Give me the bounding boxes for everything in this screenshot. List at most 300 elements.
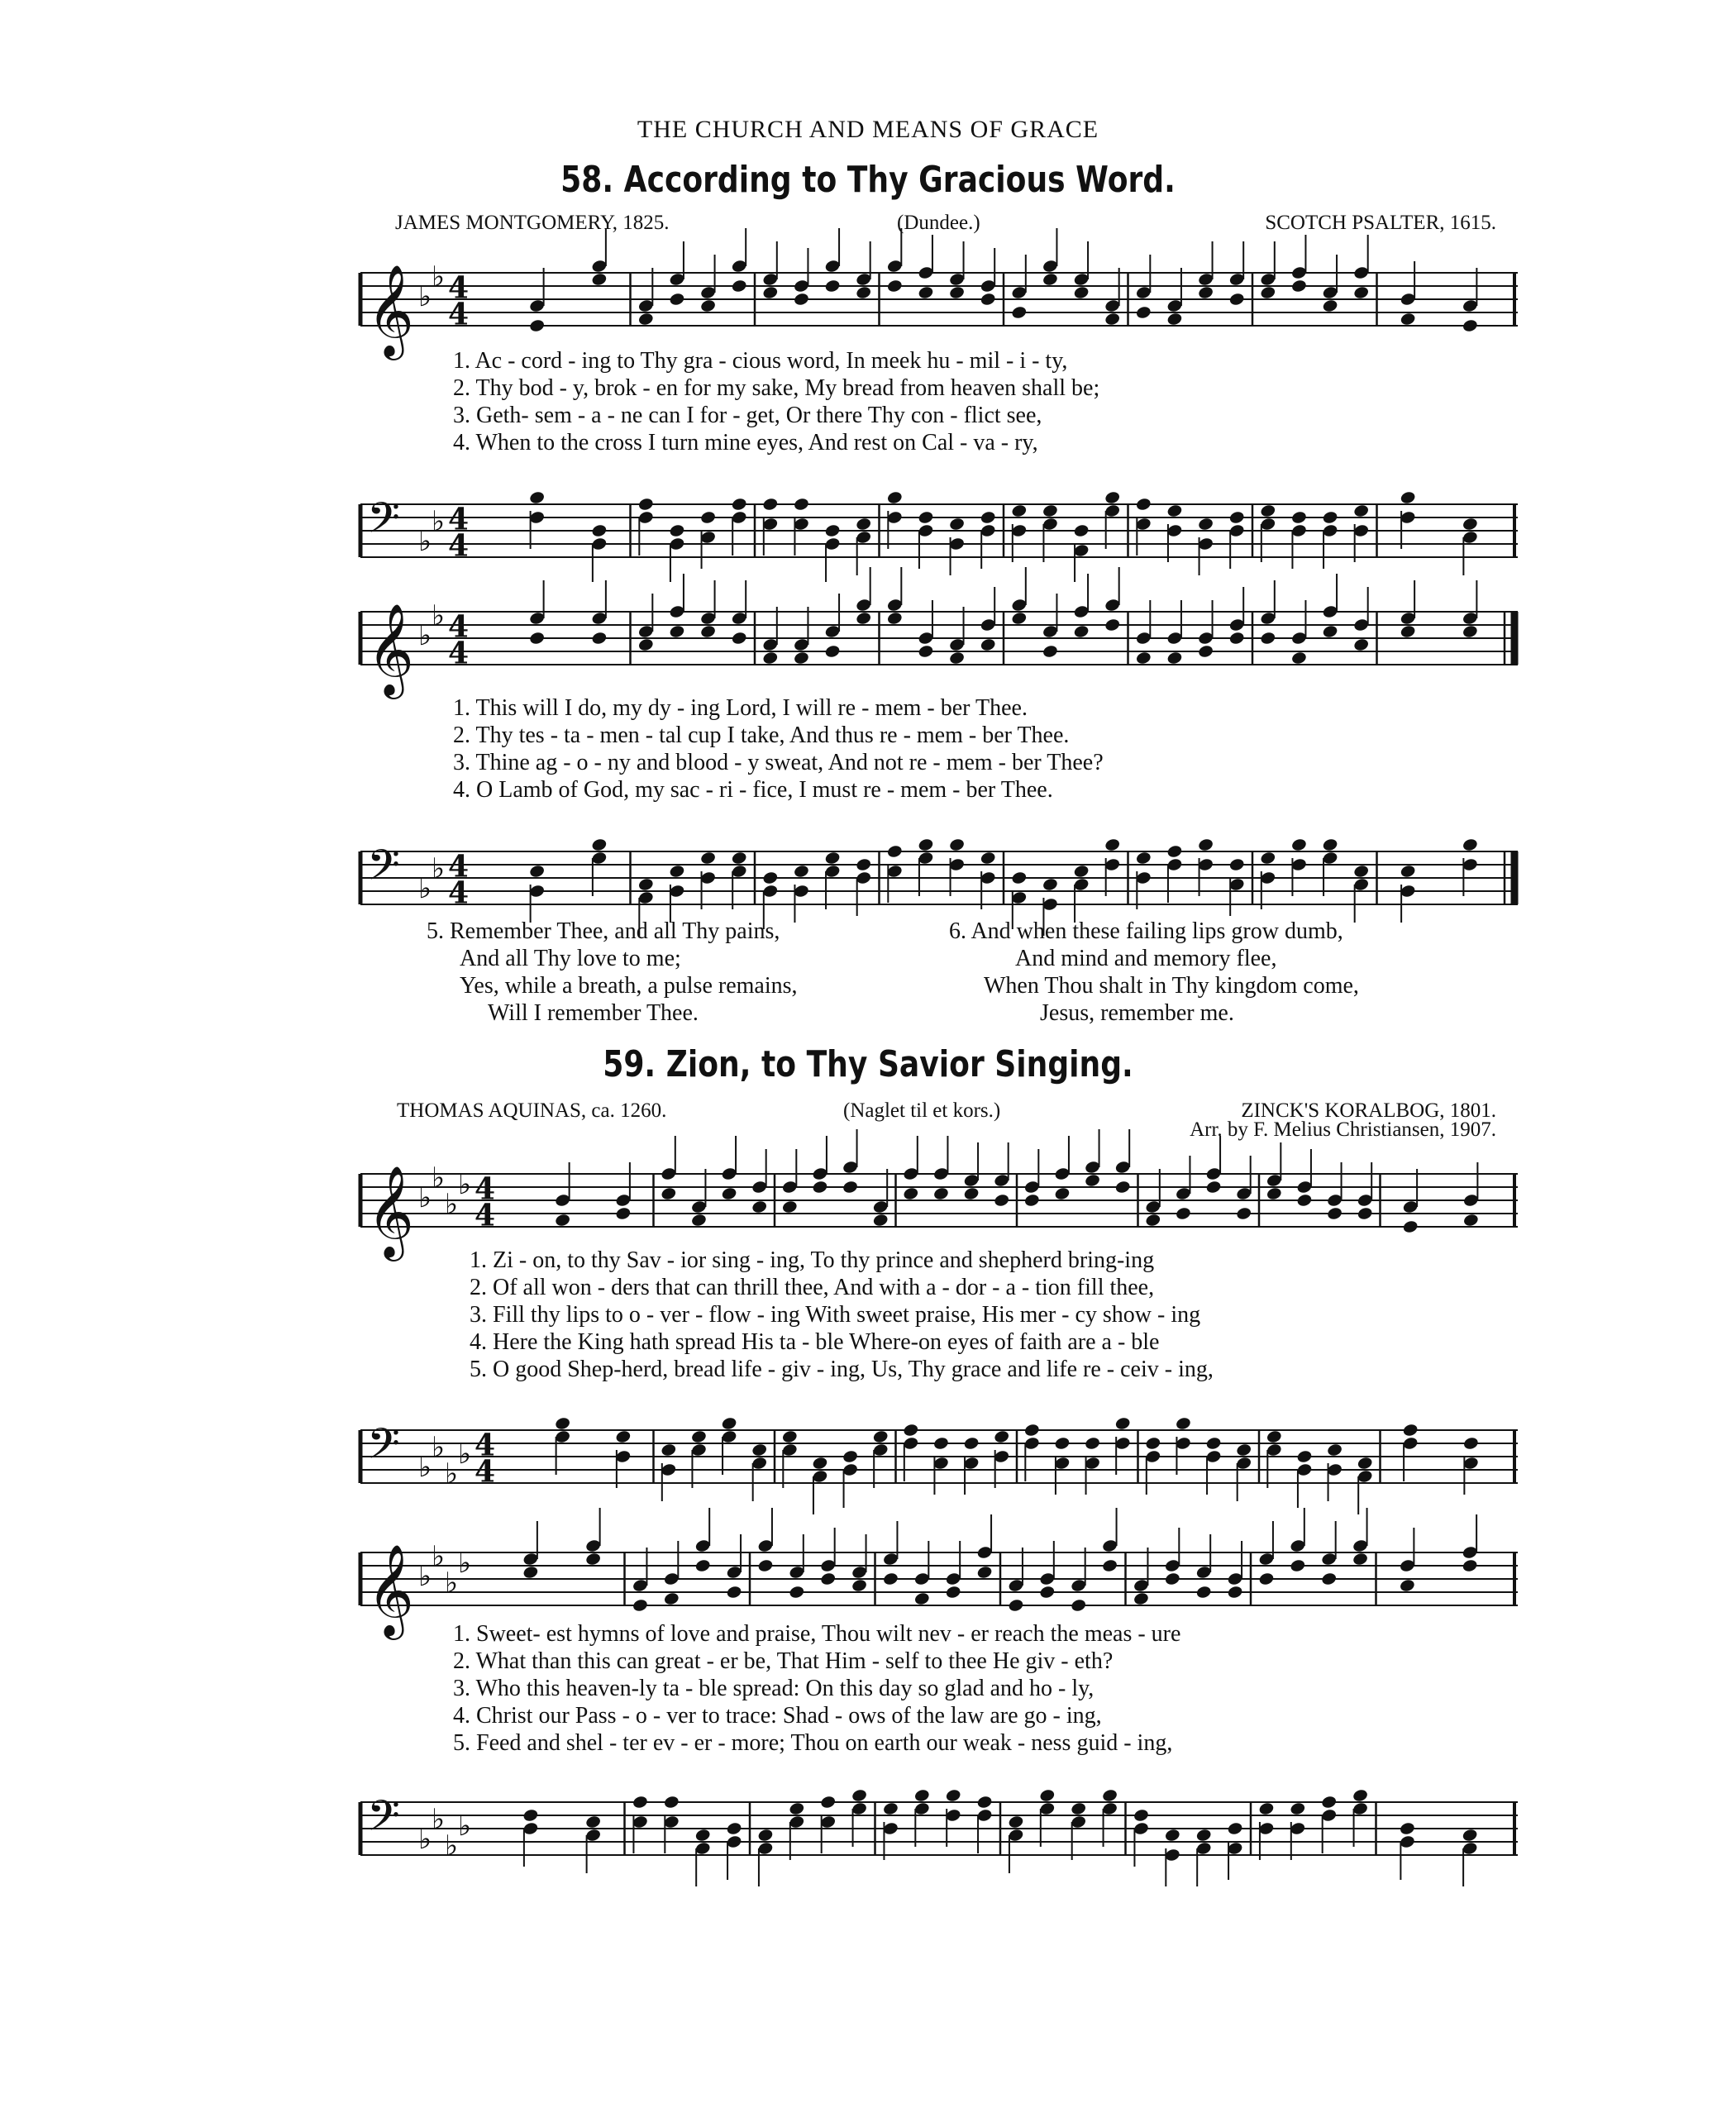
note-head (721, 1416, 737, 1431)
note-head (1290, 651, 1307, 665)
note-head (993, 1193, 1009, 1208)
note-head (1258, 1571, 1275, 1586)
note-head (1011, 305, 1028, 320)
note-head (731, 279, 747, 293)
note-head (1260, 285, 1276, 300)
hymn-tune: (Dundee.) (897, 212, 980, 234)
note-head (632, 1598, 648, 1613)
flat-sign-icon: ♭ (418, 1451, 432, 1484)
flat-sign-icon: ♭ (432, 599, 446, 632)
note-head (1462, 624, 1478, 639)
note-head (1135, 305, 1152, 320)
note-head (1166, 651, 1183, 665)
flat-sign-icon: ♭ (432, 1431, 446, 1464)
time-signature: 4 (475, 1454, 496, 1490)
stanza-line: Will I remember Thee. (488, 1000, 699, 1026)
note-head (637, 877, 654, 892)
note-head (1400, 624, 1416, 639)
note-head (1322, 624, 1338, 639)
note-head (1011, 611, 1028, 626)
time-signature: 4 (448, 609, 470, 645)
note-head (1228, 631, 1245, 646)
note-head (980, 851, 996, 866)
note-head (528, 318, 545, 333)
note-head (1073, 864, 1090, 879)
note-head (615, 1429, 632, 1444)
note-head (528, 864, 545, 879)
note-head (1352, 1552, 1368, 1567)
note-head (731, 631, 747, 646)
note-head (948, 285, 965, 300)
note-head (522, 1565, 539, 1580)
note-head (731, 497, 747, 512)
note-head (980, 292, 996, 307)
note-head (1135, 851, 1152, 866)
note-head (781, 1429, 798, 1444)
stanza-line: And mind and memory flee, (1015, 946, 1277, 971)
note-head (1402, 1423, 1419, 1438)
lyric-block (453, 347, 1099, 456)
note-head (1135, 651, 1152, 665)
flat-sign-icon: ♭ (418, 280, 432, 313)
hymn-author: THOMAS AQUINAS, ca. 1260. (397, 1099, 667, 1122)
stanza-line: 5. Remember Thee, and all Thy pains, (427, 918, 780, 944)
note-head (918, 510, 934, 525)
note-head (932, 1186, 949, 1201)
lyric-line: 1. This will I do, my dy - ing Lord, I will re - mem - ber Thee. (453, 695, 1028, 721)
note-head (699, 624, 716, 639)
note-head (1462, 837, 1478, 852)
note-head (1042, 644, 1058, 659)
note-head (1197, 837, 1214, 852)
lyric-line: 2. Of all won - ders that can thrill thee, And with a - dor - a - tion fill thee, (470, 1275, 1155, 1300)
note-head (1462, 517, 1478, 532)
time-signature: 4 (475, 1428, 496, 1463)
note-head (554, 1213, 570, 1228)
note-head (1054, 1436, 1071, 1451)
time-signature: 4 (448, 502, 470, 537)
note-head (824, 644, 841, 659)
note-head (1133, 1808, 1149, 1823)
note-head (1166, 503, 1183, 518)
note-head (976, 1795, 993, 1810)
note-head (1235, 1206, 1252, 1221)
note-head (731, 851, 747, 866)
note-head (762, 285, 779, 300)
note-head (699, 298, 716, 313)
note-head (1322, 510, 1338, 525)
flat-sign-icon: ♭ (418, 1560, 432, 1593)
note-head (591, 272, 608, 287)
note-head (980, 510, 996, 525)
note-head (789, 1801, 805, 1816)
note-head (1326, 1443, 1343, 1457)
stanza-line: 6. And when these failing lips grow dumb, (949, 918, 1343, 944)
bass-clef-icon: 𝄢 (367, 840, 400, 900)
note-head (1114, 1416, 1131, 1431)
note-head (1352, 637, 1369, 652)
time-signature: 4 (448, 636, 470, 671)
note-head (781, 1199, 798, 1214)
note-head (762, 497, 779, 512)
note-head (932, 1436, 949, 1451)
lyric-line: 5. Feed and shel - ter ev - er - more; Thou on earth our weak - ness guid - ing, (453, 1730, 1173, 1756)
note-head (1070, 1801, 1086, 1816)
note-head (882, 1801, 899, 1816)
flat-sign-icon: ♭ (418, 525, 432, 558)
treble-clef-icon: 𝄞 (367, 264, 414, 356)
note-head (882, 1571, 899, 1586)
lyric-line: 4. O Lamb of God, my sac - ri - fice, I must re - mem - ber Thee. (453, 777, 1053, 803)
note-head (1011, 870, 1028, 885)
note-head (669, 523, 685, 538)
note-head (918, 644, 934, 659)
note-head (1260, 851, 1276, 866)
treble-clef-icon: 𝄞 (367, 1165, 414, 1257)
time-signature: 4 (475, 1198, 496, 1233)
note-head (1084, 1173, 1100, 1188)
music-bass-staff (360, 1769, 1518, 1893)
note-head (699, 510, 716, 525)
time-signature: 4 (448, 270, 470, 306)
note-head (1070, 1598, 1086, 1613)
note-head (1197, 644, 1214, 659)
note-head (669, 292, 685, 307)
note-head (1462, 1213, 1479, 1228)
note-head (554, 1416, 570, 1431)
note-head (637, 637, 654, 652)
note-head (1175, 1206, 1191, 1221)
note-head (1227, 1821, 1243, 1836)
note-head (690, 1213, 707, 1228)
note-head (1400, 864, 1416, 879)
time-signature: 4 (448, 849, 470, 885)
time-signature: 4 (448, 528, 470, 564)
note-head (812, 1180, 828, 1195)
note-head (591, 837, 608, 852)
flat-sign-icon: ♭ (432, 1803, 446, 1836)
note-head (963, 1186, 980, 1201)
section-header: THE CHURCH AND MEANS OF GRACE (637, 116, 1099, 143)
note-head (721, 1186, 737, 1201)
note-head (591, 523, 608, 538)
note-head (757, 1828, 774, 1843)
lyric-line: 4. When to the cross I turn mine eyes, And rest on Cal - va - ry, (453, 430, 1038, 455)
lyric-line: 4. Here the King hath spread His ta - ble Where-on eyes of faith are a - ble (470, 1329, 1160, 1355)
note-head (1352, 285, 1369, 300)
flat-sign-icon: ♭ (432, 1161, 446, 1195)
note-head (1195, 1828, 1212, 1843)
note-head (584, 1815, 601, 1829)
note-head (1235, 1443, 1252, 1457)
music-treble-staff (360, 240, 1518, 364)
note-head (793, 497, 809, 512)
note-head (751, 1199, 767, 1214)
note-head (1228, 292, 1245, 307)
lyric-line: 3. Who this heaven-ly ta - ble spread: On this day so glad and ho - ly, (453, 1676, 1095, 1701)
time-signature: 4 (448, 875, 470, 911)
note-head (819, 1795, 836, 1810)
lyric-line: 3. Fill thy lips to o - ver - flow - ing With sweet praise, His mer - cy show - ing (470, 1302, 1201, 1328)
note-head (1023, 1193, 1040, 1208)
note-head (694, 1828, 711, 1843)
note-head (948, 651, 965, 665)
note-head (1205, 1180, 1222, 1195)
note-head (886, 844, 903, 859)
note-head (1104, 312, 1120, 327)
flat-sign-icon: ♭ (445, 1457, 459, 1490)
note-head (980, 637, 996, 652)
lyric-line: 1. Sweet- est hymns of love and praise, Thou wilt nev - er reach the meas - ure (453, 1621, 1181, 1647)
note-head (1357, 1456, 1373, 1471)
note-head (1042, 877, 1058, 892)
hymn-title: 58. According to Thy Gracious Word. (560, 159, 1176, 201)
flat-sign-icon: ♭ (418, 1823, 432, 1856)
note-head (1400, 312, 1416, 327)
note-head (1145, 1213, 1161, 1228)
flat-sign-icon: ♭ (432, 1540, 446, 1573)
note-head (1352, 503, 1369, 518)
note-head (1101, 1788, 1118, 1803)
note-head (1290, 510, 1307, 525)
note-head (1352, 864, 1369, 879)
treble-clef-icon: 𝄞 (367, 603, 414, 695)
note-head (1166, 312, 1183, 327)
note-head (1008, 1598, 1024, 1613)
note-head (1326, 1206, 1343, 1221)
note-head (1266, 1429, 1282, 1444)
treble-clef-icon: 𝄞 (367, 1543, 414, 1636)
note-head (762, 870, 779, 885)
note-head (1290, 1558, 1306, 1573)
note-head (1322, 837, 1338, 852)
note-head (1133, 1591, 1149, 1606)
lyric-block (470, 1247, 1214, 1383)
note-head (855, 857, 871, 872)
note-head (637, 497, 654, 512)
note-head (1104, 618, 1120, 632)
note-head (1175, 1416, 1191, 1431)
note-head (1258, 1801, 1275, 1816)
flat-sign-icon: ♭ (458, 1168, 472, 1201)
music-bass-staff (360, 1397, 1518, 1521)
note-head (726, 1821, 742, 1836)
note-head (1296, 1449, 1313, 1464)
note-head (1039, 1585, 1056, 1600)
note-head (993, 1429, 1009, 1444)
note-head (1073, 285, 1090, 300)
note-head (913, 1591, 930, 1606)
lyric-line: 2. What than this can great - er be, That Him - self to thee He giv - eth? (453, 1648, 1114, 1674)
note-head (1399, 1821, 1415, 1836)
note-head (855, 285, 871, 300)
stanza-line: Yes, while a breath, a pulse remains, (460, 973, 798, 999)
note-head (1054, 1186, 1071, 1201)
note-head (1104, 837, 1120, 852)
note-head (1462, 1558, 1478, 1573)
lyric-block (453, 694, 1104, 804)
note-head (851, 1578, 867, 1593)
note-head (886, 279, 903, 293)
note-head (757, 1558, 774, 1573)
lyric-line: 2. Thy tes - ta - men - tal cup I take, And thus re - mem - ber Thee. (453, 723, 1070, 748)
note-head (632, 1795, 648, 1810)
note-head (824, 523, 841, 538)
note-head (591, 631, 608, 646)
note-head (726, 1585, 742, 1600)
lyric-line: 4. Christ our Pass - o - ver to trace: Shad - ows of the law are go - ing, (453, 1703, 1102, 1729)
note-head (1073, 523, 1090, 538)
bass-clef-icon: 𝄢 (367, 1791, 400, 1851)
note-head (842, 1449, 858, 1464)
note-head (1352, 1788, 1368, 1803)
note-head (1114, 1180, 1131, 1195)
note-head (789, 1585, 805, 1600)
note-head (1400, 490, 1416, 505)
hymn-tune: (Naglet til et kors.) (843, 1099, 1001, 1122)
stanza-line: Jesus, remember me. (1040, 1000, 1234, 1026)
note-head (1296, 1193, 1313, 1208)
hymn-composer: SCOTCH PSALTER, 1615. (1265, 212, 1496, 234)
note-head (1290, 1801, 1306, 1816)
note-head (855, 611, 871, 626)
note-head (872, 1213, 889, 1228)
note-head (1320, 1571, 1337, 1586)
note-head (1197, 517, 1214, 532)
note-head (1039, 1788, 1056, 1803)
note-head (918, 837, 934, 852)
note-head (1166, 844, 1183, 859)
note-head (1164, 1571, 1180, 1586)
note-head (669, 624, 685, 639)
note-head (872, 1429, 889, 1444)
note-head (1402, 1219, 1419, 1234)
extra-stanza-5 (427, 918, 798, 1027)
note-head (1145, 1436, 1161, 1451)
note-head (855, 517, 871, 532)
hymn-title: 59. Zion, to Thy Savior Singing. (603, 1043, 1133, 1085)
hymn-arranger: Arr. by F. Melius Christiansen, 1907. (1190, 1118, 1496, 1141)
music-bass-staff (360, 471, 1518, 595)
note-head (663, 1591, 680, 1606)
lyric-line: 1. Ac - cord - ing to Thy gra - cious word, In meek hu - mil - i - ty, (453, 348, 1068, 374)
note-head (637, 312, 654, 327)
note-head (793, 864, 809, 879)
bass-clef-icon: 𝄢 (367, 493, 400, 553)
note-head (1462, 1828, 1478, 1843)
note-head (1042, 272, 1058, 287)
note-head (1290, 837, 1307, 852)
note-head (615, 1206, 632, 1221)
note-head (1462, 318, 1478, 333)
stanza-line: When Thou shalt in Thy kingdom come, (984, 973, 1359, 999)
note-head (669, 864, 685, 879)
note-head (663, 1795, 680, 1810)
hymn-author: JAMES MONTGOMERY, 1825. (395, 212, 670, 234)
note-head (699, 851, 716, 866)
note-head (1042, 503, 1058, 518)
note-head (1197, 285, 1214, 300)
extra-stanza-6 (949, 918, 1359, 1027)
note-head (1205, 1436, 1222, 1451)
note-head (1104, 490, 1120, 505)
lyric-line: 3. Thine ag - o - ny and blood - y sweat, And not re - mem - ber Thee? (453, 750, 1104, 775)
note-head (948, 837, 965, 852)
note-head (812, 1456, 828, 1471)
music-treble-staff (360, 579, 1518, 703)
lyric-line: 3. Geth- sem - a - ne can I for - get, Or there Thy con - flict see, (453, 403, 1042, 428)
note-head (1228, 857, 1245, 872)
note-head (903, 1186, 919, 1201)
note-head (886, 611, 903, 626)
note-head (528, 490, 545, 505)
flat-sign-icon: ♭ (445, 1567, 459, 1600)
flat-sign-icon: ♭ (432, 260, 446, 293)
note-head (976, 1565, 993, 1580)
note-head (1260, 503, 1276, 518)
note-head (1462, 1436, 1479, 1451)
note-head (824, 851, 841, 866)
note-head (751, 1443, 767, 1457)
note-head (793, 292, 809, 307)
flat-sign-icon: ♭ (458, 1810, 472, 1843)
flat-sign-icon: ♭ (418, 872, 432, 905)
note-head (522, 1808, 539, 1823)
note-head (762, 651, 779, 665)
note-head (1228, 510, 1245, 525)
note-head (1135, 497, 1152, 512)
flat-sign-icon: ♭ (432, 505, 446, 538)
note-head (793, 651, 809, 665)
note-head (661, 1443, 677, 1457)
note-head (1164, 1828, 1180, 1843)
note-head (1322, 298, 1338, 313)
note-head (1101, 1558, 1118, 1573)
note-head (963, 1436, 980, 1451)
lyric-line: 1. Zi - on, to thy Sav - ior sing - ing, To thy prince and shepherd bring-ing (470, 1247, 1155, 1273)
note-head (1266, 1186, 1282, 1201)
note-head (851, 1788, 867, 1803)
flat-sign-icon: ♭ (418, 1181, 432, 1214)
note-head (1073, 624, 1090, 639)
note-head (918, 285, 934, 300)
note-head (948, 517, 965, 532)
time-signature: 4 (448, 297, 470, 332)
lyric-line: 2. Thy bod - y, brok - en for my sake, My bread from heaven shall be; (453, 375, 1100, 401)
note-head (584, 1552, 601, 1567)
note-head (694, 1558, 711, 1573)
note-head (903, 1423, 919, 1438)
note-head (886, 490, 903, 505)
note-head (1008, 1815, 1024, 1829)
note-head (1195, 1585, 1212, 1600)
time-signature: 4 (475, 1171, 496, 1207)
flat-sign-icon: ♭ (418, 619, 432, 652)
hymn-composer: ZINCK'S KORALBOG, 1801. (1241, 1099, 1496, 1122)
flat-sign-icon: ♭ (445, 1188, 459, 1221)
lyric-line: 5. O good Shep-herd, bread life - giv - ing, Us, Thy grace and life re - ceiv - ing, (470, 1357, 1214, 1382)
note-head (528, 631, 545, 646)
note-head (1260, 631, 1276, 646)
note-head (1290, 279, 1307, 293)
flat-sign-icon: ♭ (445, 1829, 459, 1862)
note-head (913, 1788, 930, 1803)
flat-sign-icon: ♭ (432, 852, 446, 885)
flat-sign-icon: ♭ (458, 1547, 472, 1580)
stanza-line: And all Thy love to me; (460, 946, 681, 971)
note-head (1357, 1206, 1373, 1221)
flat-sign-icon: ♭ (458, 1438, 472, 1471)
